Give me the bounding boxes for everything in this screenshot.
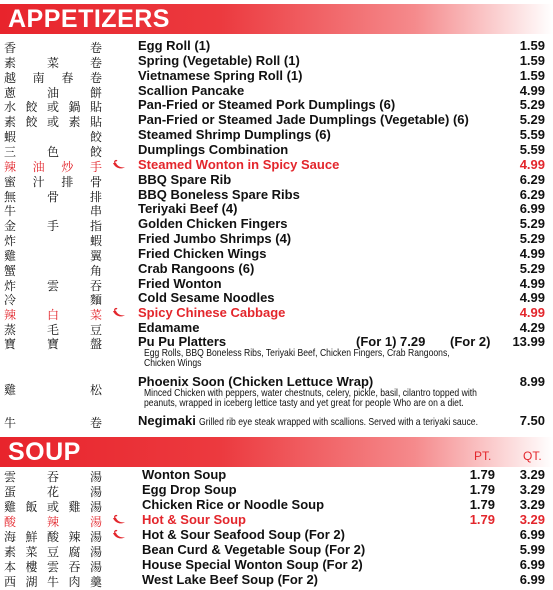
chinese-name: 蟹 角 bbox=[4, 263, 102, 278]
item-name: Vietnamese Spring Roll (1) bbox=[138, 67, 303, 83]
item-name: Phoenix Soon (Chicken Lettuce Wrap) bbox=[138, 374, 374, 389]
item-name: Golden Chicken Fingers bbox=[138, 216, 288, 232]
chinese-name: 雞 松 bbox=[4, 383, 102, 397]
soup-title: SOUP bbox=[8, 438, 81, 466]
pint-price: 1.79 bbox=[469, 467, 495, 482]
item-name: Pan-Fried or Steamed Pork Dumplings (6) bbox=[138, 97, 396, 113]
menu-item[interactable] bbox=[0, 142, 553, 157]
menu-item[interactable] bbox=[0, 305, 553, 323]
item-price: 7.50 bbox=[519, 413, 545, 428]
item-price: 4.29 bbox=[519, 320, 545, 336]
item-name: Spring (Vegetable) Roll (1) bbox=[138, 52, 300, 68]
menu-item[interactable] bbox=[0, 127, 553, 145]
quart-price: 3.29 bbox=[519, 467, 545, 482]
item-name: Teriyaki Beef (4) bbox=[138, 201, 238, 217]
soup-item[interactable] bbox=[0, 542, 553, 557]
item-price: 1.59 bbox=[519, 67, 545, 83]
menu-item[interactable] bbox=[0, 157, 553, 172]
pint-price: 1.79 bbox=[469, 497, 495, 512]
item-name: Hot & Sour Soup bbox=[142, 512, 246, 527]
chinese-name: 寶寶盤 bbox=[4, 337, 102, 351]
item-price: 5.29 bbox=[519, 231, 545, 247]
chinese-name: 金手指 bbox=[4, 219, 102, 234]
item-name: Scallion Pancake bbox=[138, 82, 245, 98]
appetizers-title: APPETIZERS bbox=[8, 5, 170, 33]
item-name: BBQ Boneless Spare Ribs bbox=[138, 186, 300, 202]
item-name: BBQ Spare Rib bbox=[138, 171, 232, 187]
pupu-description-1: Egg Rolls, BBQ Boneless Ribs, Teriyaki Beef, Chicken Fingers, Crab Rangoons, bbox=[144, 347, 450, 359]
menu-item[interactable] bbox=[0, 83, 553, 98]
soup-item[interactable] bbox=[0, 467, 553, 482]
chinese-name: 本樓雲吞湯 bbox=[4, 560, 102, 574]
chinese-name: 蝦 餃 bbox=[4, 130, 102, 145]
item-name: Wonton Soup bbox=[142, 467, 227, 482]
pint-price: 1.79 bbox=[469, 512, 495, 527]
item-name: Hot & Sour Seafood Soup (For 2) bbox=[142, 527, 345, 542]
pupu-for-one: (For 1) 7.29 bbox=[356, 334, 426, 349]
menu-item[interactable] bbox=[0, 112, 553, 130]
chinese-name: 三色餃 bbox=[4, 144, 102, 159]
negimaki-description: Grilled rib eye steak wrapped with scallions. Served with a teriyaki sauce. bbox=[198, 416, 478, 428]
chinese-name: 西湖牛肉羹 bbox=[4, 575, 102, 589]
item-price: 5.29 bbox=[519, 112, 545, 128]
chinese-name: 炸雲吞 bbox=[4, 278, 102, 293]
chinese-name: 辣白菜 bbox=[4, 308, 102, 323]
menu-item[interactable] bbox=[0, 38, 553, 53]
menu-item[interactable] bbox=[0, 68, 553, 83]
item-price: 4.99 bbox=[519, 82, 545, 98]
item-name: Fried Chicken Wings bbox=[138, 245, 267, 261]
item-name: House Special Wonton Soup (For 2) bbox=[142, 557, 363, 572]
item-price: 1.59 bbox=[519, 52, 545, 68]
item-name: Edamame bbox=[138, 320, 200, 336]
item-name: Spicy Chinese Cabbage bbox=[138, 305, 286, 321]
chili-pepper-icon bbox=[111, 528, 127, 540]
soup-item[interactable] bbox=[0, 557, 553, 572]
menu-item[interactable] bbox=[0, 261, 553, 276]
menu-item[interactable] bbox=[0, 172, 553, 187]
item-name: Pu Pu Platters bbox=[138, 334, 227, 349]
item-price: 4.99 bbox=[519, 156, 545, 172]
menu-item[interactable] bbox=[0, 216, 553, 234]
menu-item[interactable] bbox=[0, 246, 553, 261]
menu-item[interactable] bbox=[0, 97, 553, 115]
soup-item[interactable] bbox=[0, 512, 553, 527]
chinese-name: 雲吞湯 bbox=[4, 470, 102, 484]
chinese-name: 蛋花湯 bbox=[4, 485, 102, 499]
chinese-name: 蒸毛豆 bbox=[4, 323, 102, 338]
item-price: 5.29 bbox=[519, 216, 545, 232]
item-name: Egg Roll (1) bbox=[138, 38, 211, 53]
item-price: 5.29 bbox=[519, 97, 545, 113]
item-name: Crab Rangoons (6) bbox=[138, 260, 255, 276]
chinese-name: 雞飯或雞湯 bbox=[4, 500, 102, 514]
chinese-name: 無骨排 bbox=[4, 189, 102, 204]
appetizers-banner bbox=[0, 4, 553, 34]
item-price: 4.99 bbox=[519, 245, 545, 261]
item-name: Dumplings Combination bbox=[138, 141, 289, 157]
item-price: 5.29 bbox=[519, 260, 545, 276]
item-name: Cold Sesame Noodles bbox=[138, 290, 275, 306]
chinese-name: 牛 卷 bbox=[4, 416, 102, 430]
item-name: Chicken Rice or Noodle Soup bbox=[142, 497, 325, 512]
item-name: Fried Jumbo Shrimps (4) bbox=[138, 231, 292, 247]
item-name-text: Negimaki bbox=[138, 413, 196, 428]
chinese-name: 牛 串 bbox=[4, 204, 102, 219]
item-price: 5.59 bbox=[519, 127, 545, 143]
chinese-name: 冷 麵 bbox=[4, 293, 102, 308]
chinese-name: 辣油炒手 bbox=[4, 159, 102, 174]
soup-item[interactable] bbox=[0, 527, 553, 542]
item-name: Steamed Wonton in Spicy Sauce bbox=[138, 156, 340, 172]
quart-column-header: QT. bbox=[523, 449, 542, 463]
phoenix-description-1: Minced Chicken with peppers, water chestnuts, celery, pickle, basil, cilantro topped with bbox=[144, 387, 477, 399]
chili-pepper-icon bbox=[111, 306, 127, 318]
item-price: 6.99 bbox=[519, 201, 545, 217]
chinese-name: 水餃或鍋貼 bbox=[4, 100, 102, 115]
chinese-name: 蔥油餅 bbox=[4, 85, 102, 100]
chinese-name: 素餃或素貼 bbox=[4, 115, 102, 130]
item-name: Steamed Shrimp Dumplings (6) bbox=[138, 127, 331, 143]
item-name: Egg Drop Soup bbox=[142, 482, 237, 497]
soup-item[interactable] bbox=[0, 572, 553, 587]
chili-pepper-icon bbox=[111, 513, 127, 525]
menu-item[interactable] bbox=[0, 231, 553, 249]
item-price: 4.99 bbox=[519, 290, 545, 306]
item-name: West Lake Beef Soup (For 2) bbox=[142, 572, 319, 587]
soup-item[interactable] bbox=[0, 497, 553, 512]
chinese-name: 蜜汁排骨 bbox=[4, 174, 102, 189]
menu-item[interactable] bbox=[0, 290, 553, 308]
quart-price: 3.29 bbox=[519, 482, 545, 497]
pint-price: 1.79 bbox=[469, 482, 495, 497]
menu-item[interactable] bbox=[0, 201, 553, 219]
chinese-name: 炸 蝦 bbox=[4, 234, 102, 249]
soup-item[interactable] bbox=[0, 482, 553, 497]
item-name: Pan-Fried or Steamed Jade Dumplings (Vegetable) (6) bbox=[138, 112, 469, 128]
chinese-name: 香 卷 bbox=[4, 41, 102, 55]
pupu-for-two: (For 2) bbox=[450, 334, 491, 349]
menu-item[interactable] bbox=[0, 53, 553, 68]
chinese-name: 雞 翼 bbox=[4, 248, 102, 263]
item-price: 5.59 bbox=[519, 141, 545, 157]
chinese-name: 海鮮酸辣湯 bbox=[4, 530, 102, 544]
item-price: 4.99 bbox=[519, 305, 545, 321]
chinese-name: 素菜卷 bbox=[4, 55, 102, 70]
chinese-name: 越南春卷 bbox=[4, 70, 102, 85]
quart-price: 6.99 bbox=[519, 557, 545, 572]
phoenix-description-2: peanuts, wrapped in iceberg lettice tasty and yet great for people Who are on a diet. bbox=[144, 397, 464, 409]
pint-column-header: PT. bbox=[474, 449, 492, 463]
item-name: Bean Curd & Vegetable Soup (For 2) bbox=[142, 542, 366, 557]
soup-banner bbox=[0, 437, 553, 467]
menu-item-negimaki[interactable] bbox=[0, 413, 553, 428]
menu-item[interactable] bbox=[0, 187, 553, 202]
pupu-description-2: Chicken Wings bbox=[144, 357, 202, 369]
item-price: 8.99 bbox=[519, 374, 545, 389]
item-price: 6.29 bbox=[519, 171, 545, 187]
chinese-name: 酸辣湯 bbox=[4, 515, 102, 529]
quart-price: 3.29 bbox=[519, 512, 545, 527]
item-price: 1.59 bbox=[519, 38, 545, 53]
item-name bbox=[138, 413, 539, 428]
quart-price: 6.99 bbox=[519, 527, 545, 542]
quart-price: 6.99 bbox=[519, 572, 545, 587]
chili-pepper-icon bbox=[111, 158, 127, 170]
quart-price: 3.29 bbox=[519, 497, 545, 512]
item-price: 13.99 bbox=[512, 334, 545, 349]
item-price: 6.29 bbox=[519, 186, 545, 202]
quart-price: 5.99 bbox=[519, 542, 545, 557]
chinese-name: 素菜豆腐湯 bbox=[4, 545, 102, 559]
menu-item[interactable] bbox=[0, 276, 553, 291]
item-name: Fried Wonton bbox=[138, 275, 222, 291]
menu-item[interactable] bbox=[0, 320, 553, 338]
item-price: 4.99 bbox=[519, 275, 545, 291]
